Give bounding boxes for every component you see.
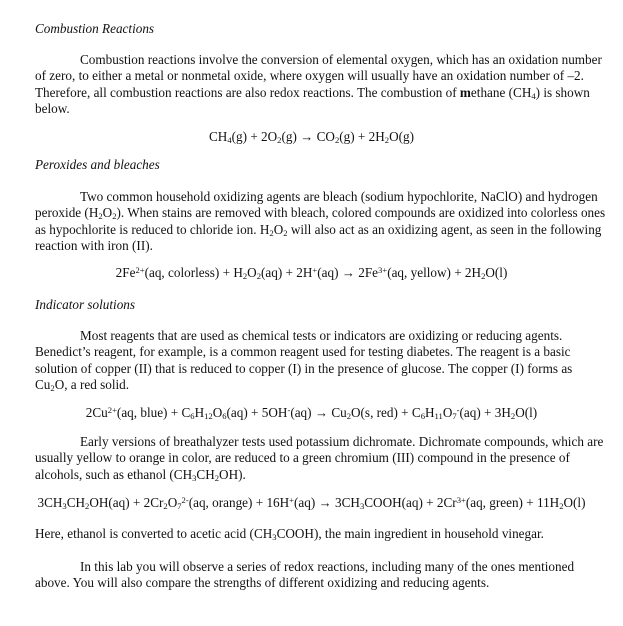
equation-benedicts-reagent: $2Cu^{2+}(aq$, blue) + $C_6H_{12}O_6(aq) + 5OH^-(aq) \to Cu_2O(s$, $red) + C_6H_{11}O_7^-(aq) + 3H_2O(l)$ — [85, 405, 538, 421]
heading-peroxides-and-bleaches: Peroxides and bleaches — [35, 157, 160, 172]
equation-methane-combustion: $CH_4(g) + 2O_2(g) \to CO_2(g) + 2H_2O(g)$ — [209, 129, 414, 145]
paragraph-indicator: Most reagents that are used as chemical tests or indicators are oxidizing or reducing agents. Benedict’s reagent, for example, is a common reagent used for testing diabetes. The reagent is a basic solution of copper (II) that is reduced to copper (I) in the presence of glucose. The copper (I) forms as $Cu_2O$, a red solid. — [35, 328, 573, 393]
equation-dichromate-ethanol: $3CH_3CH_2OH(aq) + 2Cr_2O_7^{2-}(aq$, orange) + $16H^+(aq) \to 3CH_3COOH(aq) + 2Cr^{3+}(aq$, green) + $11H_2O(l)$ — [37, 495, 586, 511]
paragraph-breathalyzer: Early versions of breathalyzer tests used potassium dichromate. Dichromate compounds, which are usually yellow to orange in color, are reduced to a green chromium (III) compound in the presence of alcohols, such as ethanol $(CH_3CH_2OH)$. — [35, 434, 604, 483]
heading-indicator-solutions: Indicator solutions — [35, 297, 136, 312]
paragraph-peroxides: Two common household oxidizing agents are bleach (sodium hypochlorite, NaClO) and hydrogen peroxide $(H_2O_2)$. When stains are removed with bleach, colored compounds are oxidized into colorless ones as hypochlorite is reduced to chloride ion. $H_2O_2$ will also act as an oxidizing agent, as seen in the following reaction with iron (II). — [35, 189, 606, 253]
equation-iron-peroxide: $2Fe^{2+}(aq$, colorless) + $H_2O_2(aq) + 2H^+(aq) \to 2Fe^{3+}(aq$, yellow) + $2H_2O(l)$ — [115, 265, 508, 281]
paragraph-combustion: Combustion reactions involve the conversion of elemental oxygen, which has an oxidation number of zero, to either a metal or nonmetal oxide, where oxygen will usually have an oxidation number of –2. Therefore, all combustion reactions are also redox reactions. The combustion of methane $(CH_4)$ is shown below. — [35, 52, 602, 116]
heading-combustion-reactions: Combustion Reactions — [35, 21, 155, 36]
paragraph-acetic-acid-note: Here, ethanol is converted to acetic acid $(CH_3COOH)$, the main ingredient in household vinegar. — [35, 526, 544, 542]
paragraph-lab-overview: In this lab you will observe a series of redox reactions, including many of the ones mentioned above. You will also compare the strengths of different oxidizing and reducing agents. — [35, 559, 575, 591]
